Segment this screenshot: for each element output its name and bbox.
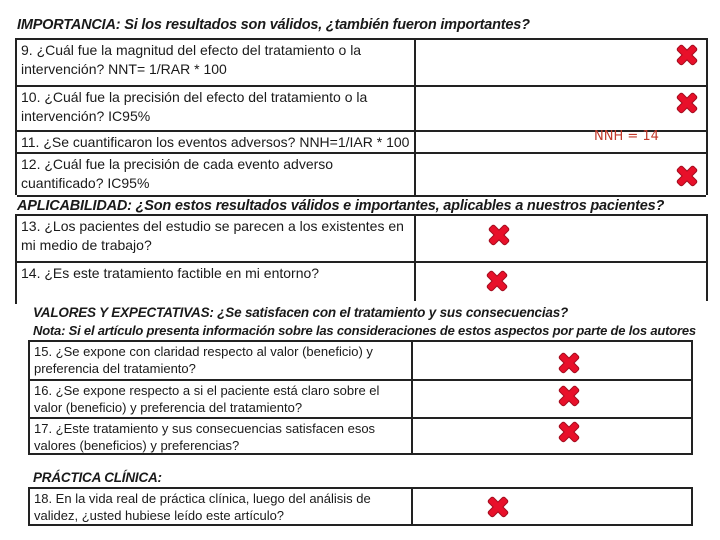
red-x-icon bbox=[674, 42, 700, 68]
table-row bbox=[30, 379, 691, 417]
red-x-icon bbox=[486, 222, 512, 248]
valores-heading: VALORES Y EXPECTATIVAS: ¿Se satisfacen con el tratamiento y sus consecuencias? bbox=[33, 305, 569, 320]
table-row bbox=[17, 85, 706, 130]
question-18: 18. En la vida real de práctica clínica, luego del análisis de validez, ¿usted hubiese leído este artículo? bbox=[30, 489, 413, 524]
red-x-icon bbox=[556, 350, 582, 376]
question-17: 17. ¿Este tratamiento y sus consecuencias satisfacen esos valores (beneficios) y preferencias? bbox=[30, 419, 413, 453]
aplicabilidad-heading: APLICABILIDAD: ¿Son estos resultados válidos e importantes, aplicables a nuestros pacientes? bbox=[17, 198, 665, 214]
importancia-heading: IMPORTANCIA: Si los resultados son válidos, ¿también fueron importantes? bbox=[17, 17, 530, 33]
valores-table bbox=[28, 340, 693, 455]
table-row bbox=[30, 417, 691, 453]
question-10: 10. ¿Cuál fue la precisión del efecto del tratamiento o la intervención? IC95% bbox=[17, 87, 416, 130]
table-row bbox=[30, 342, 691, 379]
red-x-icon bbox=[485, 494, 511, 520]
table-row bbox=[17, 40, 706, 85]
question-11: 11. ¿Se cuantificaron los eventos adversos? NNH=1/IAR * 100 bbox=[17, 132, 416, 152]
practica-table bbox=[28, 487, 693, 526]
table-row bbox=[30, 489, 691, 524]
question-12: 12. ¿Cuál fue la precisión de cada evento adverso cuantificado? IC95% bbox=[17, 154, 416, 195]
red-x-icon bbox=[674, 163, 700, 189]
aplicabilidad-table bbox=[15, 214, 708, 304]
question-14: 14. ¿Es este tratamiento factible en mi entorno? bbox=[17, 263, 416, 306]
practica-heading: PRÁCTICA CLÍNICA: bbox=[33, 470, 162, 485]
table-row bbox=[17, 261, 706, 306]
question-15: 15. ¿Se expone con claridad respecto al valor (beneficio) y preferencia del tratamiento? bbox=[30, 342, 413, 379]
nnh-result: NNH = 14 bbox=[594, 129, 659, 144]
importancia-table bbox=[15, 38, 708, 195]
table-row bbox=[17, 216, 706, 261]
question-13: 13. ¿Los pacientes del estudio se parecen a los existentes en mi medio de trabajo? bbox=[17, 216, 416, 261]
table-row bbox=[17, 152, 706, 197]
question-9: 9. ¿Cuál fue la magnitud del efecto del tratamiento o la intervención? NNT= 1/RAR * 100 bbox=[17, 40, 416, 85]
question-16: 16. ¿Se expone respecto a si el paciente está claro sobre el valor (beneficio) y preferencia del tratamiento? bbox=[30, 381, 413, 417]
red-x-icon bbox=[484, 268, 510, 294]
valores-note: Nota: Si el artículo presenta información sobre las consideraciones de estos aspectos por parte de los autores bbox=[33, 323, 696, 338]
red-x-icon bbox=[556, 419, 582, 445]
red-x-icon bbox=[674, 90, 700, 116]
red-x-icon bbox=[556, 383, 582, 409]
